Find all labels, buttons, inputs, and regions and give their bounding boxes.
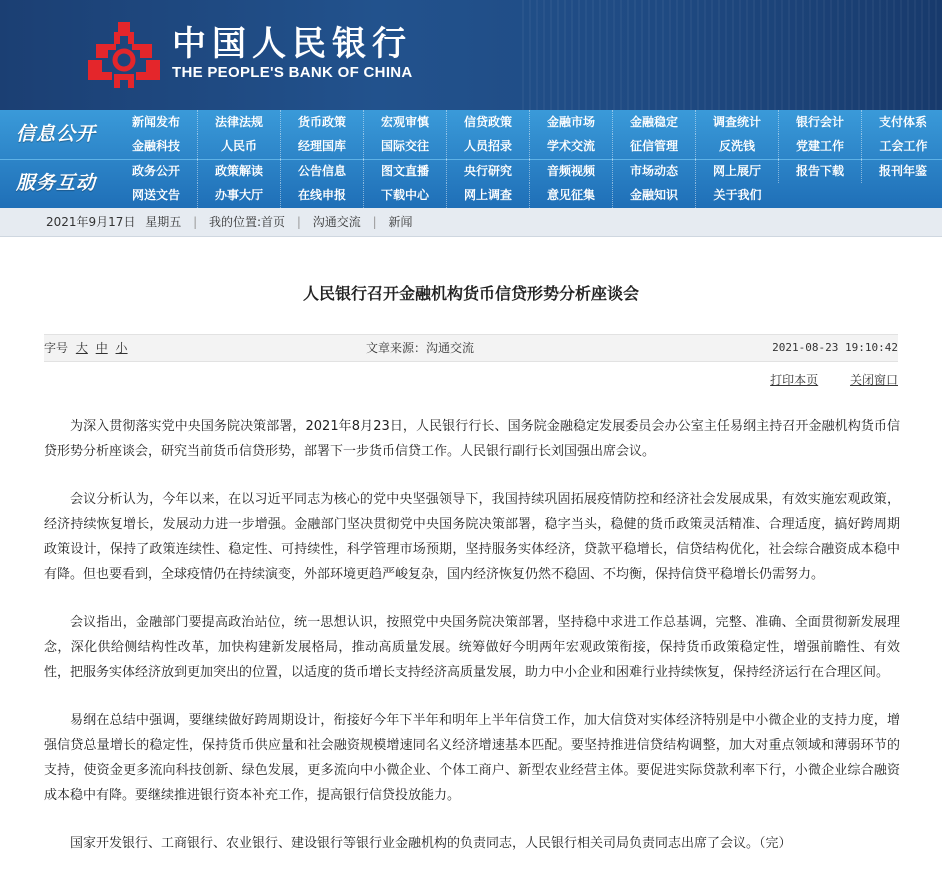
nav-item-party-building[interactable]: 党建工作	[779, 134, 862, 159]
nav-item-international[interactable]: 国际交往	[364, 134, 447, 159]
breadcrumb-content	[46, 208, 413, 236]
close-window-link[interactable]: 关闭窗口	[849, 373, 898, 387]
font-size-label: 字号	[44, 341, 69, 355]
article-source: 文章来源：沟通交流	[366, 341, 475, 355]
nav-item-news-release[interactable]: 新闻发布	[115, 110, 198, 134]
nav-item-online-exhibition[interactable]: 网上展厅	[696, 159, 779, 183]
nav-item-feedback[interactable]: 意见征集	[530, 183, 613, 208]
nav-item-policy-interpretation[interactable]: 政策解读	[198, 159, 281, 183]
nav-section-info	[0, 110, 942, 160]
article-paragraph: 易纲在总结中强调，要继续做好跨周期设计，衔接好今年下半年和明年上半年信贷工作，加大信贷对实体经济特别是中小微企业的支持力度，增强信贷总量增长的稳定性，保持货币供应量和社会融资规模增速同名义经济增速基本匹配。要坚持推进信贷结构调整，加大对重点领域和薄弱环节的支持，使资金更多流向科技创新、绿色发展，更多流向中小微企业、个体工商户、新型农业经营主体。要促进实际贷款利率下行，小微企业综合融资成本稳中有降。要继续推进银行资本补充工作，提高银行信贷投放能力。	[44, 713, 900, 803]
nav-item-report-download[interactable]: 报告下载	[779, 159, 862, 183]
current-weekday: 星期五	[145, 215, 182, 229]
nav-item-bank-accounting[interactable]: 银行会计	[779, 110, 862, 134]
nav-item-laws[interactable]: 法律法规	[198, 110, 281, 134]
nav-item-statistics[interactable]: 调查统计	[696, 110, 779, 134]
nav-item-government-affairs[interactable]: 政务公开	[115, 159, 198, 183]
breadcrumb-section-link[interactable]: 沟通交流	[312, 215, 361, 229]
font-size-large-link[interactable]: 大	[75, 341, 88, 355]
nav-item-financial-knowledge[interactable]: 金融知识	[613, 183, 696, 208]
article-paragraph: 国家开发银行、工商银行、农业银行、建设银行等银行业金融机构的负责同志，人民银行相关司局负责同志出席了会议。（完）	[70, 836, 792, 851]
font-size-medium-link[interactable]: 中	[95, 341, 108, 355]
site-header	[0, 0, 942, 110]
article-meta-bar	[44, 334, 898, 362]
nav-item-live-broadcast[interactable]: 图文直播	[364, 159, 447, 183]
nav-item-union[interactable]: 工会工作	[879, 139, 928, 153]
print-page-link[interactable]: 打印本页	[770, 373, 819, 387]
nav-item-payment-system[interactable]: 支付体系	[862, 110, 942, 134]
breadcrumb-home-link[interactable]: 首页	[261, 215, 286, 229]
article-paragraph: 会议指出，金融部门要提高政治站位，统一思想认识，按照党中央国务院决策部署，坚持稳中求进工作总基调，完整、准确、全面贯彻新发展理念，深化供给侧结构性改革，加快构建新发展格局，推动高质量发展。统筹做好今明两年宏观政策衔接，保持货币政策稳定性，增强前瞻性、有效性，把服务实体经济放到更加突出的位置，以适度的货币增长支持经济高质量发展，助力中小企业和困难行业持续恢复，保持经济运行在合理区间。	[44, 615, 900, 680]
current-date: 2021年9月17日	[46, 215, 136, 229]
nav-item-about-us[interactable]: 关于我们	[713, 188, 762, 202]
nav-item-monetary-policy[interactable]: 货币政策	[281, 110, 364, 134]
nav-item-research[interactable]: 央行研究	[447, 159, 530, 183]
nav-section-label-service: 服务互动	[15, 172, 96, 194]
nav-item-download-center[interactable]: 下载中心	[364, 183, 447, 208]
header-decoration	[522, 0, 942, 110]
nav-grid-service	[115, 159, 942, 208]
pboc-logo-icon[interactable]	[88, 22, 160, 88]
article-datetime: 2021-08-23 19:10:42	[772, 341, 898, 354]
nav-item-financial-market[interactable]: 金融市场	[530, 110, 613, 134]
font-size-small-link[interactable]: 小	[115, 341, 128, 355]
article-paragraph: 为深入贯彻落实党中央国务院决策部署，2021年8月23日，人民银行行长、国务院金融稳定发展委员会办公室主任易纲主持召开金融机构货币信贷形势分析座谈会，研究当前货币信贷形势，部署下一步货币信贷工作。人民银行副行长刘国强出席会议。	[44, 419, 900, 459]
nav-item-online-filing[interactable]: 在线申报	[281, 183, 364, 208]
nav-item-anti-money-laundering[interactable]: 反洗钱	[696, 134, 779, 159]
article-body	[44, 414, 900, 879]
nav-item-announcements[interactable]: 公告信息	[281, 159, 364, 183]
nav-grid-info	[115, 110, 942, 159]
nav-item-academic[interactable]: 学术交流	[530, 134, 613, 159]
nav-item-recruitment[interactable]: 人员招录	[447, 134, 530, 159]
article-paragraph: 会议分析认为，今年以来，在以习近平同志为核心的党中央坚强领导下，我国持续巩固拓展疫情防控和经济社会发展成果，有效实施宏观政策，经济持续恢复增长，发展动力进一步增强。金融部门坚决贯彻党中央国务院决策部署，稳字当头，稳健的货币政策灵活精准、合理适度，搞好跨周期政策设计，保持了政策连续性、稳定性、可持续性，科学管理市场预期，坚持服务实体经济，贷款平稳增长，信贷结构优化，社会综合融资成本稳中有降。但也要看到，全球疫情仍在持续演变，外部环境更趋严峻复杂，国内经济恢复仍然不稳固、不均衡，保持信贷平稳增长仍需努力。	[44, 492, 900, 582]
main-navigation	[0, 110, 942, 208]
nav-item-financial-stability[interactable]: 金融稳定	[613, 110, 696, 134]
nav-item-yearbook[interactable]: 报刊年鉴	[862, 159, 942, 183]
nav-item-rmb[interactable]: 人民币	[198, 134, 281, 159]
nav-item-macro-prudential[interactable]: 宏观审慎	[364, 110, 447, 134]
nav-item-credit-policy[interactable]: 信贷政策	[447, 110, 530, 134]
nav-item-fintech[interactable]: 金融科技	[115, 134, 198, 159]
font-size-control	[44, 335, 128, 361]
article-tools	[742, 372, 898, 388]
nav-item-audio-video[interactable]: 音频视频	[530, 159, 613, 183]
breadcrumb-separator: |	[296, 215, 301, 229]
nav-item-market-news[interactable]: 市场动态	[613, 159, 696, 183]
nav-item-treasury[interactable]: 经理国库	[281, 134, 364, 159]
nav-item-documents[interactable]: 网送文告	[115, 183, 198, 208]
brand-name-chinese: 中国人民银行	[172, 24, 412, 64]
breadcrumb	[0, 208, 942, 237]
location-label: 我的位置:	[209, 215, 262, 229]
breadcrumb-current-link[interactable]: 新闻	[388, 215, 413, 229]
article-title: 人民银行召开金融机构货币信贷形势分析座谈会	[302, 284, 639, 303]
nav-section-service	[0, 159, 942, 208]
nav-item-online-survey[interactable]: 网上调查	[447, 183, 530, 208]
breadcrumb-separator: |	[193, 215, 198, 229]
nav-section-label-info: 信息公开	[15, 123, 96, 145]
brand-name-english: THE PEOPLE'S BANK OF CHINA	[172, 64, 413, 81]
nav-item-credit-reference[interactable]: 征信管理	[613, 134, 696, 159]
nav-item-service-hall[interactable]: 办事大厅	[198, 183, 281, 208]
breadcrumb-separator: |	[372, 215, 377, 229]
